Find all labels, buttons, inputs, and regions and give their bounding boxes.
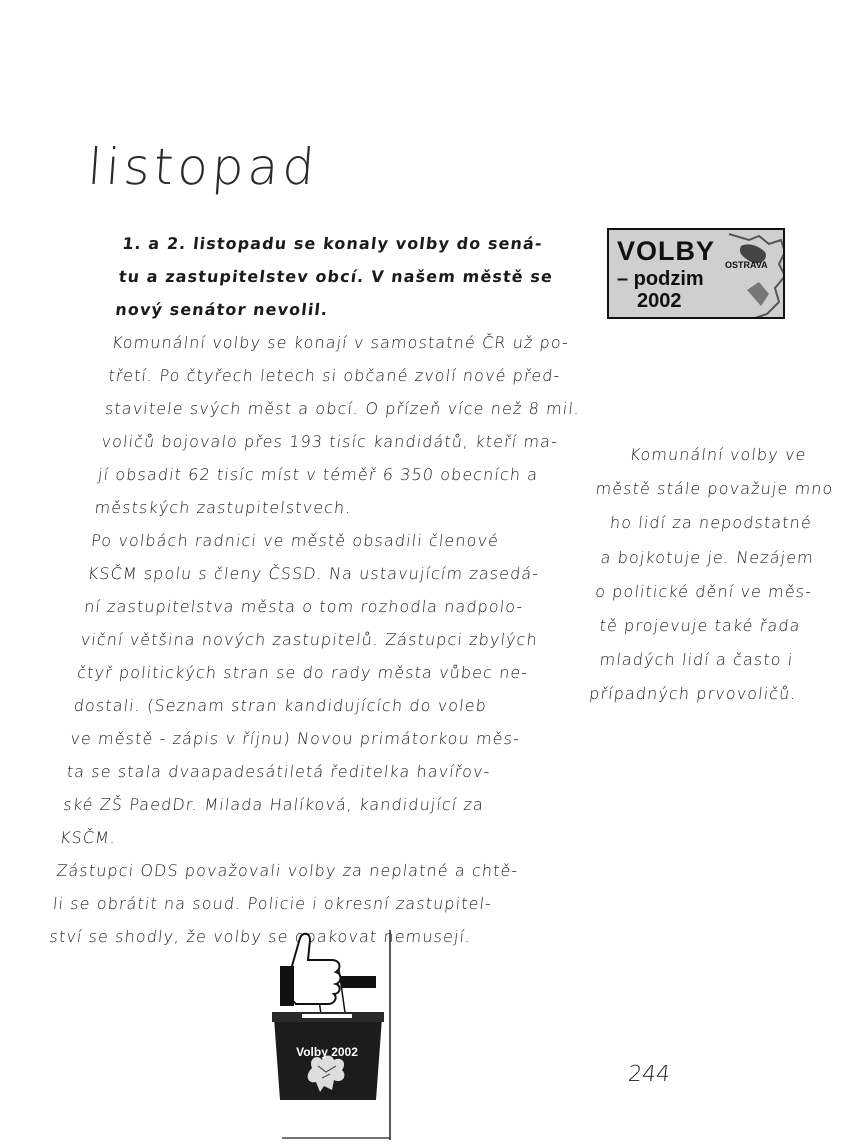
text-line: KSČM spolu s členy ČSSD. Na ustavujícím zasedá- [86,564,541,583]
clipping-season: – podzim [617,268,704,290]
text-line: ve městě - zápis v říjnu) Novou primátorkou měs- [69,729,521,748]
main-text [48,227,624,953]
thumbs-up-ballot-icon [262,930,392,1140]
text-line: stavitele svých měst a obcí. O přízeň více než 8 mil. [104,399,582,418]
side-line: městě stále považuje mno [594,479,835,499]
text-line: viční většina nových zastupitelů. Zástupci zbylých [79,630,539,649]
page-number: 244 [626,1062,672,1087]
text-line: ské ZŠ PaedDr. Milada Halíková, kandidující za [62,795,486,814]
page-heading: listopad [85,138,321,196]
text-line: dostali. (Seznam stran kandidujících do voleb [72,696,488,715]
ballot-caption: Volby 2002 [296,1045,358,1059]
text-line: li se obrátit na soud. Policie i okresní zastupitel- [52,894,494,913]
clipping-city: OSTRAVA [725,260,768,270]
side-line: Komunální volby ve [628,445,808,464]
side-line: mladých lidí a často i [598,650,795,670]
side-line: a bojkotuje je. Nezájem [599,547,815,567]
text-line: ta se stala dvaapadesátiletá ředitelka havířov- [65,762,492,781]
text-line: voličů bojovalo přes 193 tisíc kandidátů, kteří ma- [100,432,560,451]
side-note [564,438,843,712]
side-line: ho lidí za nepodstatné [609,513,813,533]
text-line: Zástupci ODS považovali volby za neplatné a chtě- [55,861,520,880]
text-line: Po volbách radnici ve městě obsadili členové [90,531,501,550]
text-line: tu a zastupitelstev obcí. V našem městě se [117,267,555,286]
side-line: tě projevuje také řada [598,615,802,635]
clipping-title: VOLBY [617,236,716,266]
text-line: ní zastupitelstva města o tom rozhodla nadpolo- [83,597,525,616]
side-line: případných prvovoličů. [588,684,798,704]
text-line: jí obsadit 62 tisíc míst v téměř 6 350 obecních a [97,465,540,484]
text-line: nový senátor nevolil. [114,300,330,319]
side-line: o politické dění ve měs- [594,581,814,601]
text-line: Komunální volby se konají v samostatné ČR už po- [111,333,571,352]
volby-newspaper-clipping [607,228,785,319]
ballot-box-illustration [262,930,392,1140]
text-line: KSČM. [58,828,118,847]
clipping-year: 2002 [637,290,682,312]
text-line: městských zastupitelstvech. [93,498,353,517]
text-line: ství se shodly, že volby se opakovat nemusejí. [48,927,473,946]
text-line: čtyř politických stran se do rady města vůbec ne- [76,663,530,682]
text-line: třetí. Po čtyřech letech si občané zvolí nové před- [107,366,562,385]
text-line: 1. a 2. listopadu se konaly volby do sená- [121,234,544,253]
